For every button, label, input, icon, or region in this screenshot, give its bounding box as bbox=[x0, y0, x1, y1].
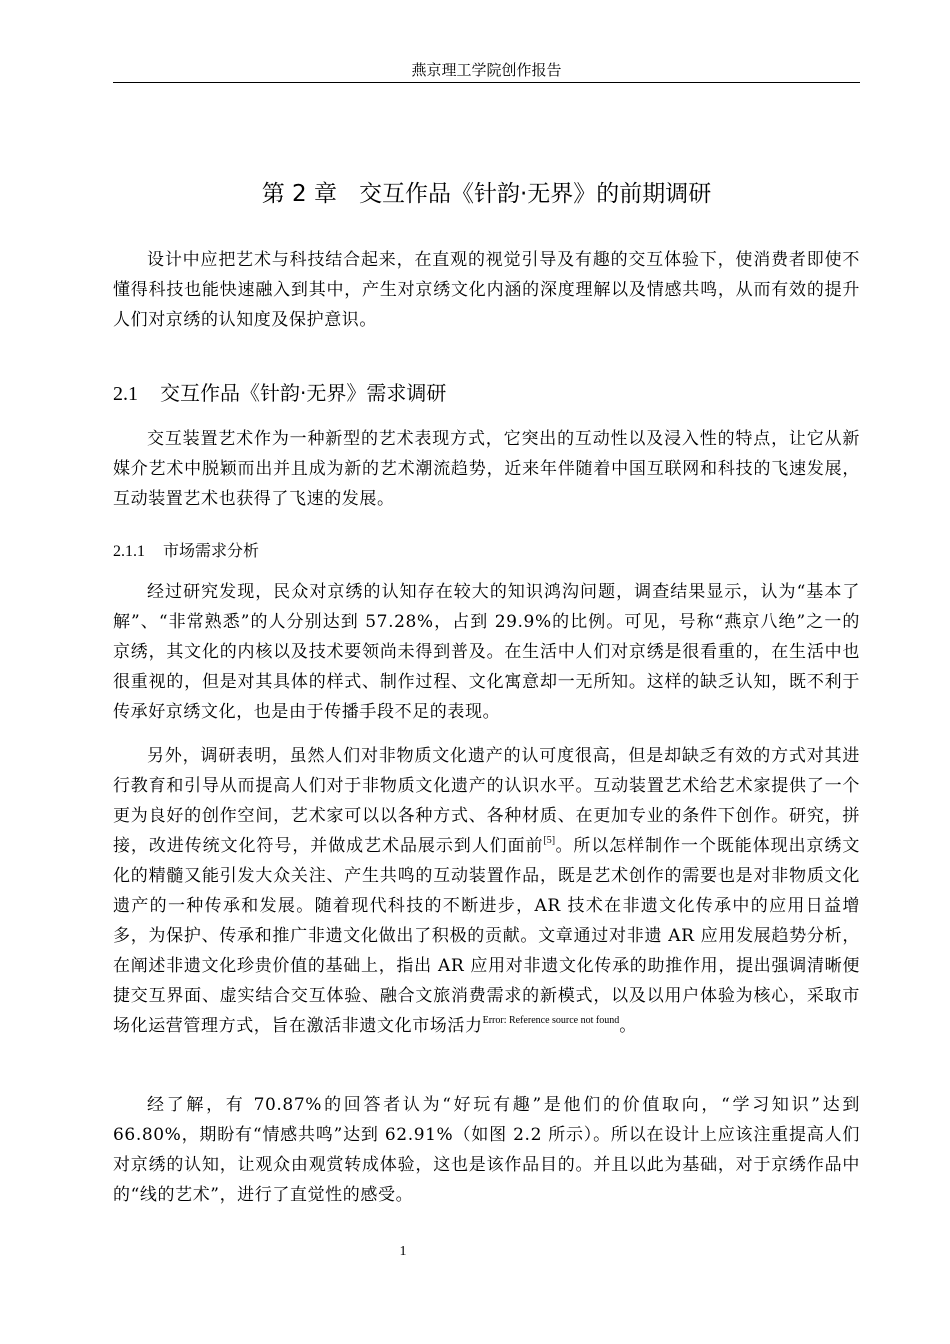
section-2-1-title: 交互作品《针韵·无界》需求调研 bbox=[160, 381, 447, 405]
market-paragraph-2-text-b: 。所以怎样制作一个既能体现出京绣文化的精髓又能引发大众关注、产生共鸣的互动装置作品，既是艺术创作的需要也是对非物质文化遗产的一种传承和发展。随着现代科技的不断进步，AR 技术在非遗文化传承中的应用日益增多，为保护、传承和推广非遗文化做出了积极的贡献。文章通过对非遗 AR 应用发展趋势分析，在阐述非遗文化珍贵价值的基础上，指出 AR 应用对非遗文化传承的助推作用，提出强调清晰便捷交互界面、虚实结合交互体验、融合文旅消费需求的新模式，以及以用户体验为核心，采取市场化运营管理方式，旨在激活非遗文化市场活力 bbox=[113, 836, 860, 1036]
chapter-heading bbox=[113, 178, 860, 210]
reference-error-note: Error: Reference source not found bbox=[482, 1015, 620, 1026]
intro-paragraph: 设计中应把艺术与科技结合起来，在直观的视觉引导及有趣的交互体验下，使消费者即使不懂得科技也能快速融入到其中，产生对京绣文化内涵的深度理解以及情感共鸣，从而有效的提升人们对京绣的认知度及保护意识。 bbox=[113, 250, 860, 330]
section-2-1-paragraph: 交互装置艺术作为一种新型的艺术表现方式，它突出的互动性以及浸入性的特点，让它从新媒介艺术中脱颖而出并且成为新的艺术潮流趋势，近来年伴随着中国互联网和科技的飞速发展，互动装置艺术也获得了飞速的发展。 bbox=[113, 429, 860, 509]
market-paragraph-2 bbox=[113, 741, 860, 1041]
citation-5: [5] bbox=[543, 835, 556, 846]
page-number: 1 bbox=[399, 1244, 407, 1259]
section-2-1-1-heading bbox=[113, 538, 860, 565]
market-paragraph-2-text-c: 。 bbox=[619, 1016, 637, 1036]
chapter-title-text: 交互作品《针韵·无界》的前期调研 bbox=[358, 181, 712, 207]
market-paragraph-3: 经了解，有 70.87%的回答者认为“好玩有趣”是他们的价值取向，“学习知识”达到 66.80%，期盼有“情感共鸣”达到 62.91%（如图 2.2 所示）。所以在设计上应该注重提高人们对京绣的认知，让观众由观赏转成体验，这也是该作品目的。并且以此为基础，对于京绣作品中的“线的艺术”，进行了直觉性的感受。 bbox=[113, 1095, 860, 1205]
section-2-1-1-title: 市场需求分析 bbox=[163, 541, 260, 560]
running-header: 燕京理工学院创作报告 bbox=[113, 60, 860, 83]
section-2-1-1-number: 2.1.1 bbox=[113, 543, 145, 560]
section-2-1-number: 2.1 bbox=[113, 383, 138, 405]
market-paragraph-2-text-a: 另外，调研表明，虽然人们对非物质文化遗产的认可度很高，但是却缺乏有效的方式对其进行教育和引导从而提高人们对于非物质文化遗产的认识水平。互动装置艺术给艺术家提供了一个更为良好的创作空间，艺术家可以以各种方式、各种材质、在更加专业的条件下创作。研究，拼接，改进传统文化符号，并做成艺术品展示到人们面前 bbox=[113, 746, 860, 856]
section-2-1-heading bbox=[113, 378, 860, 409]
market-paragraph-1: 经过研究发现，民众对京绣的认知存在较大的知识鸿沟问题，调查结果显示，认为“基本了解”、“非常熟悉”的人分别达到 57.28%，占到 29.9%的比例。可见，号称“燕京八绝”之一的京绣，其文化的内核以及技术要领尚未得到普及。在生活中人们对京绣是很看重的，在生活中也很重视的，但是对其具体的样式、制作过程、文化寓意却一无所知。这样的缺乏认知，既不利于传承好京绣文化，也是由于传播手段不足的表现。 bbox=[113, 582, 860, 722]
chapter-number: 第 2 章 bbox=[261, 181, 337, 207]
